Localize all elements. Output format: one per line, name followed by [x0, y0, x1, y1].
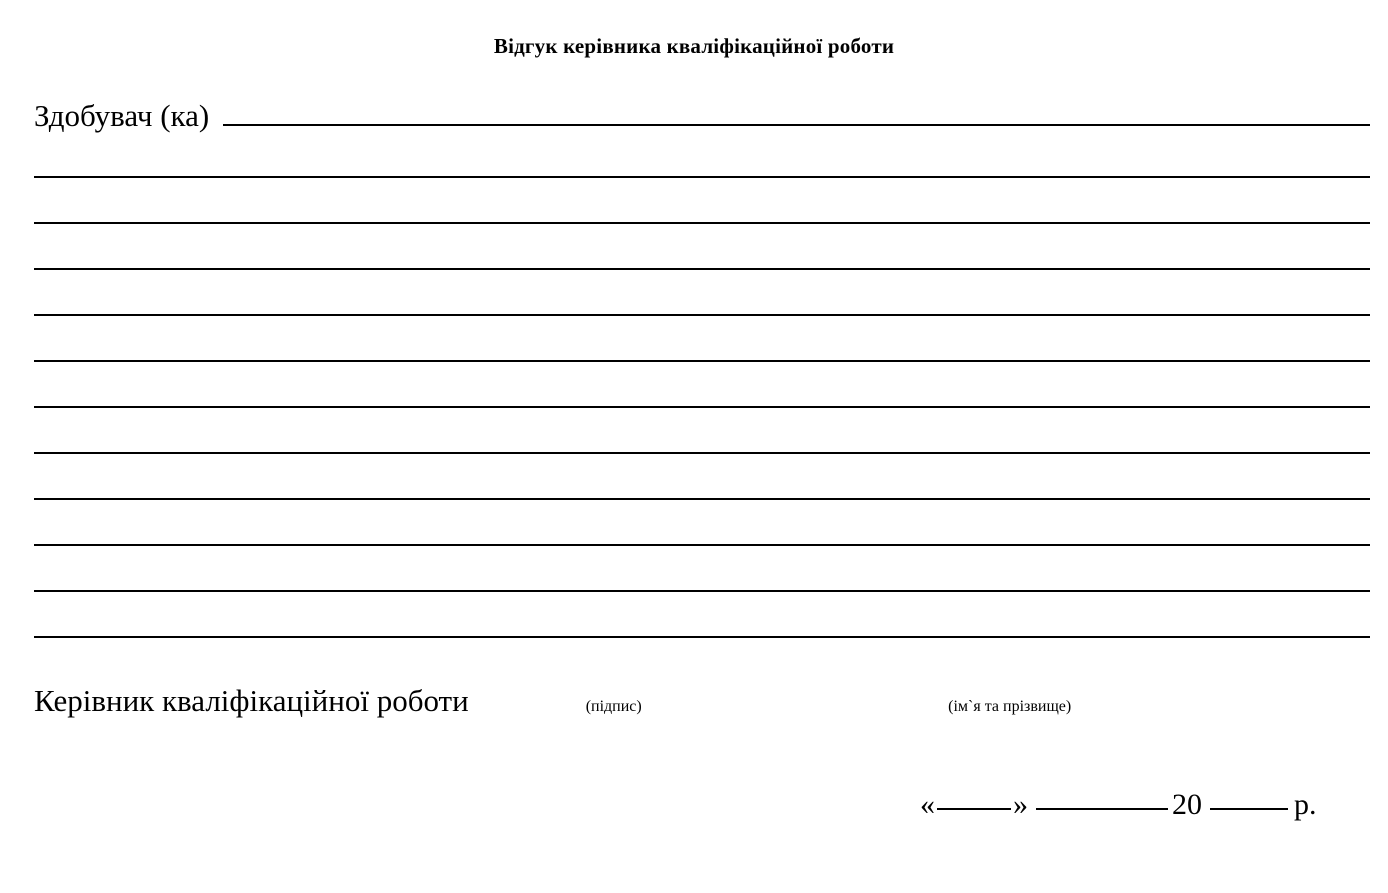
year-fill-line[interactable] [1210, 808, 1288, 810]
student-label: Здобувач (ка) [34, 98, 210, 133]
blank-line[interactable] [34, 176, 1370, 178]
blank-line[interactable] [34, 636, 1370, 638]
blank-line[interactable] [34, 544, 1370, 546]
month-fill-line[interactable] [1036, 808, 1168, 810]
day-fill-line[interactable] [937, 808, 1011, 810]
blank-line[interactable] [34, 268, 1370, 270]
signature-caption: (підпис) [585, 698, 642, 715]
supervisor-field-row [34, 685, 1370, 718]
blank-line[interactable] [34, 360, 1370, 362]
name-caption: (ім`я та прізвище) [948, 698, 1072, 715]
student-fill-line[interactable] [223, 124, 1370, 126]
year-prefix: 20 [1172, 788, 1202, 821]
blank-line[interactable] [34, 222, 1370, 224]
close-quote: » [1013, 788, 1028, 821]
supervisor-label: Керівник кваліфікаційної роботи [34, 683, 469, 718]
signature-block [485, 694, 743, 716]
blank-line[interactable] [34, 498, 1370, 500]
name-block [807, 694, 1213, 716]
blank-line[interactable] [34, 452, 1370, 454]
page-title: Відгук керівника кваліфікаційної роботи [493, 34, 895, 58]
blank-line[interactable] [34, 590, 1370, 592]
date-row [920, 788, 1317, 822]
year-suffix: р. [1294, 788, 1317, 821]
open-quote: « [920, 788, 935, 821]
blank-line[interactable] [34, 314, 1370, 316]
blank-line[interactable] [34, 406, 1370, 408]
student-field-row [34, 100, 1370, 133]
blank-lines-area [34, 176, 1370, 682]
